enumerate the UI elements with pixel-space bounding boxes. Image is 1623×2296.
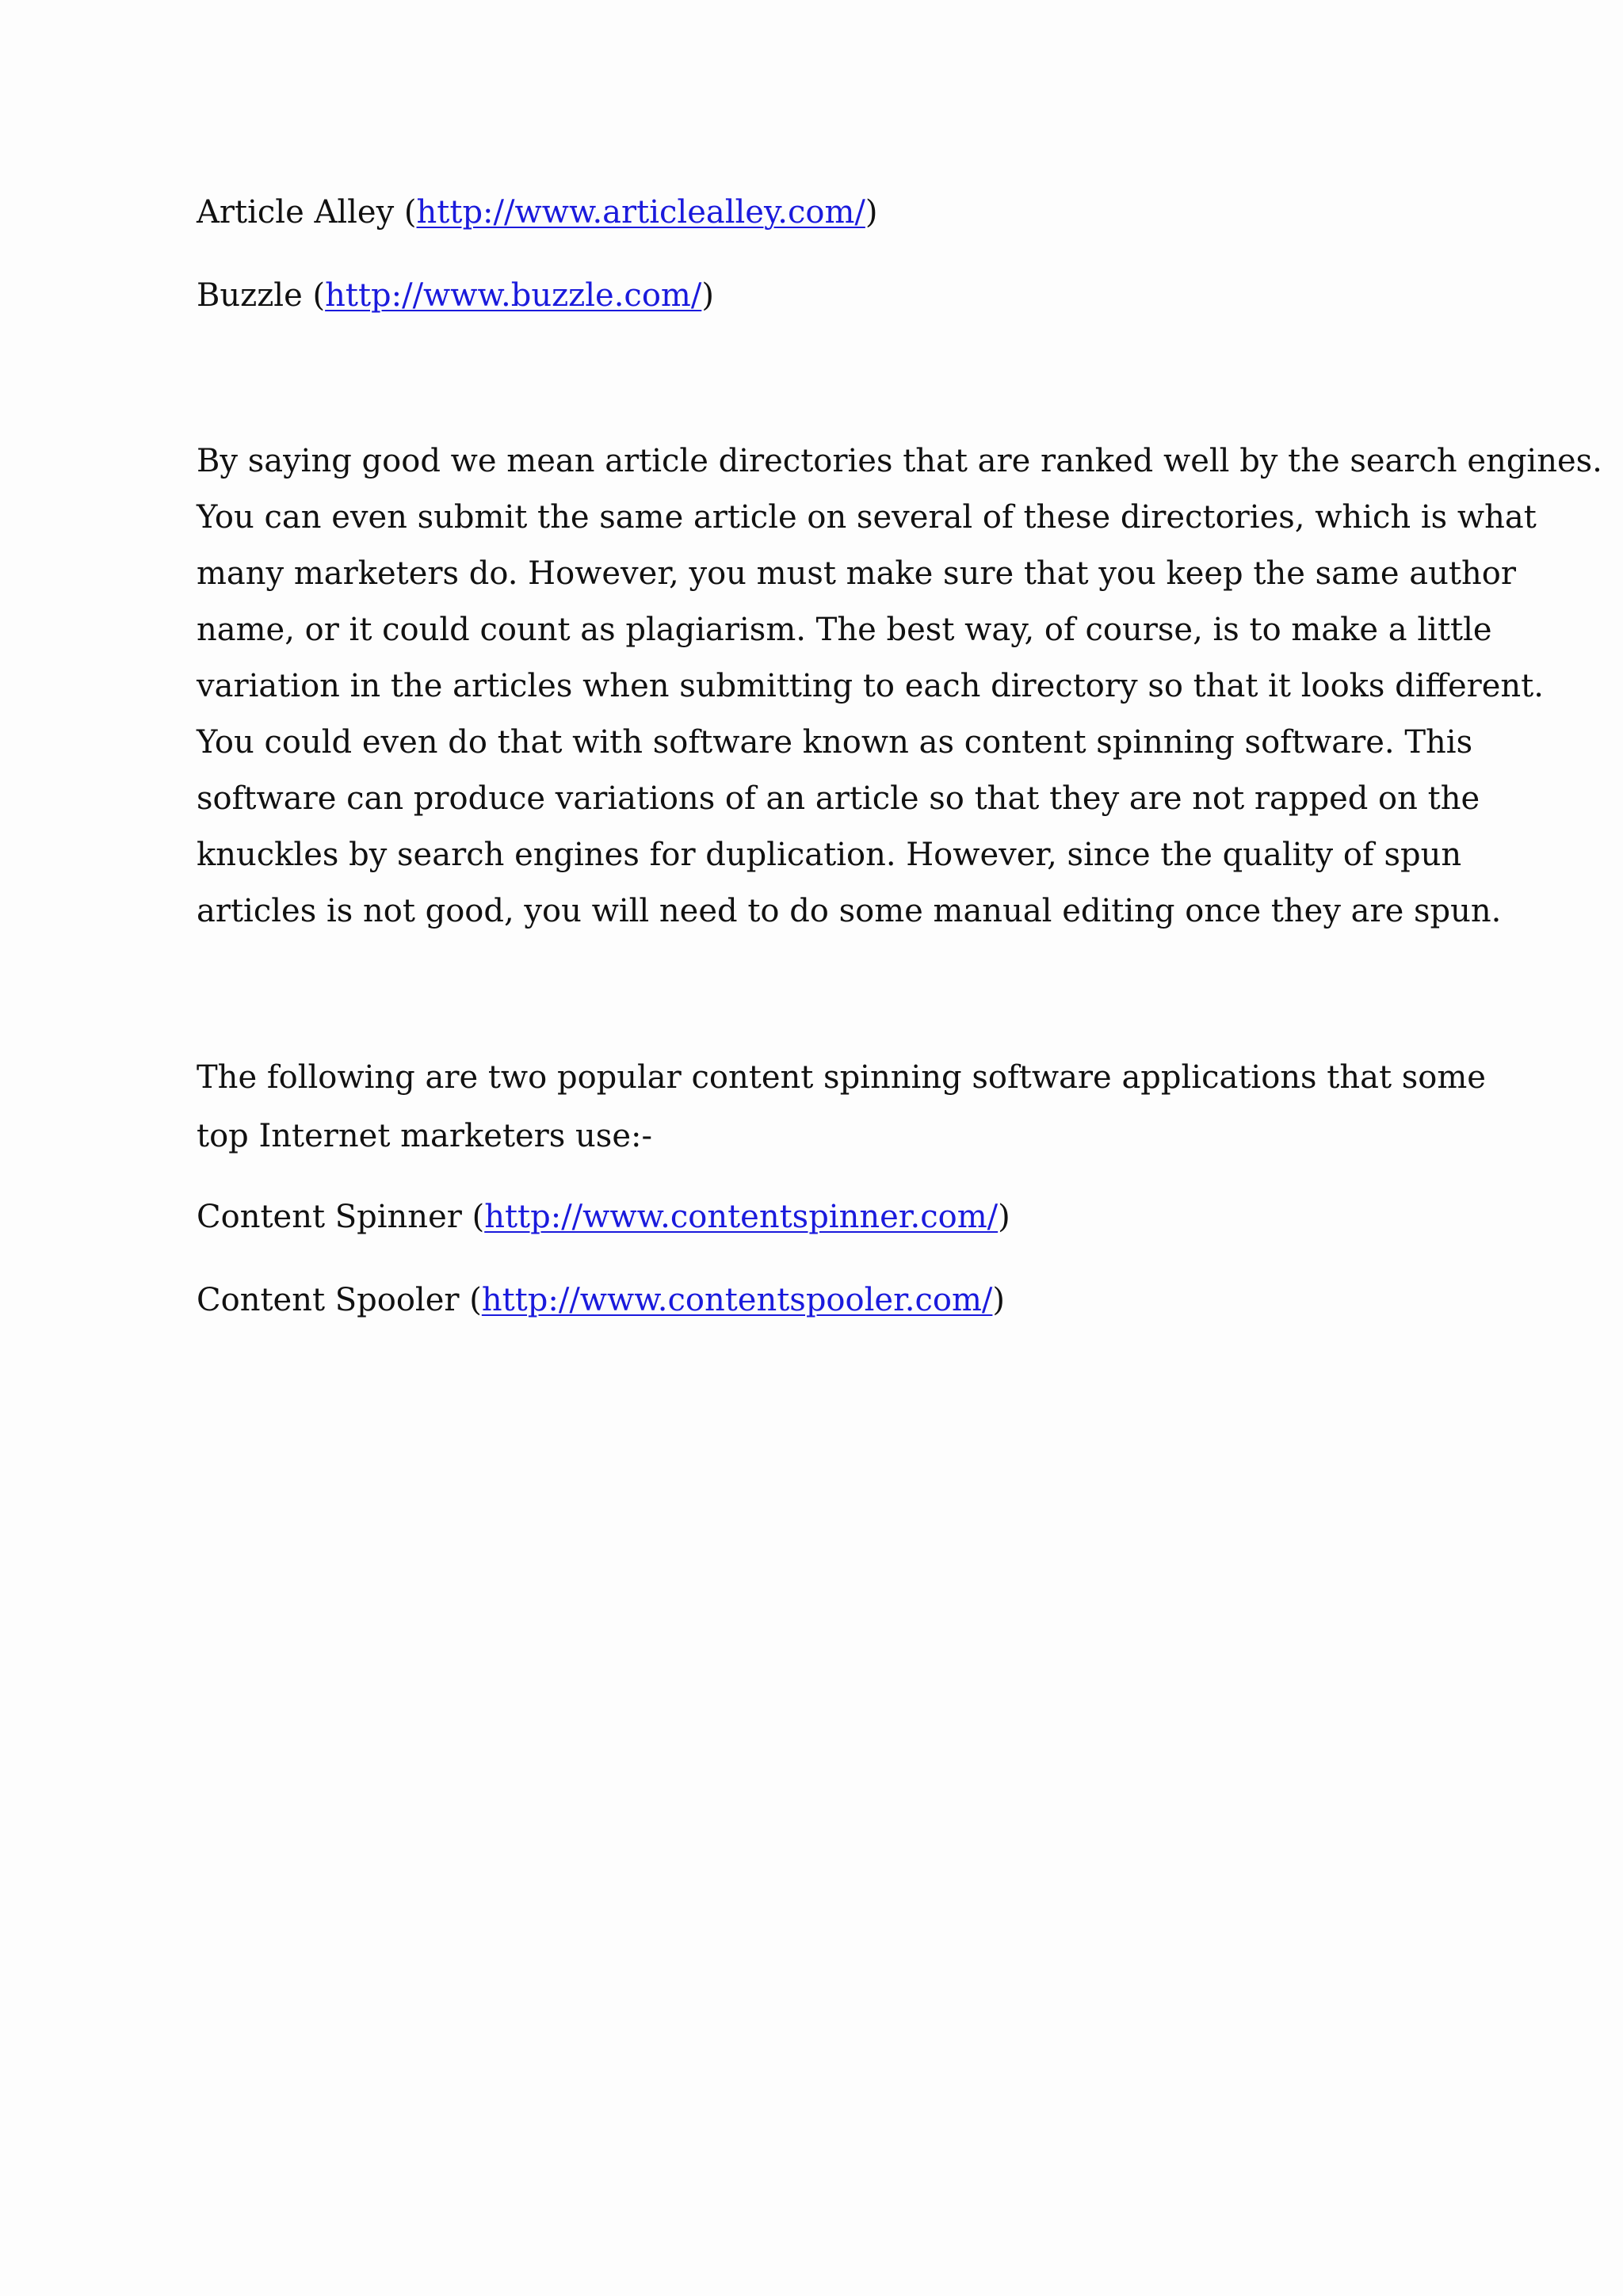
paragraph-line: You could even do that with software known as content spinning software. This: [197, 724, 1473, 761]
directory-line-buzzle: Buzzle (http://www.buzzle.com/): [197, 277, 714, 314]
buzzle-link[interactable]: http://www.buzzle.com/: [325, 277, 702, 314]
body-paragraph-directories: [197, 433, 1602, 940]
content-spooler-link[interactable]: http://www.contentspooler.com/: [481, 1282, 993, 1318]
paragraph-line: software can produce variations of an article so that they are not rapped on the: [197, 780, 1480, 817]
software-line-content-spooler: Content Spooler (http://www.contentspooler.com/): [197, 1282, 1006, 1318]
paragraph-line: name, or it could count as plagiarism. The best way, of course, is to make a little: [197, 612, 1492, 648]
paragraph-line: variation in the articles when submitting to each directory so that it looks different.: [197, 668, 1544, 704]
paragraph-line: By saying good we mean article directories that are ranked well by the search engines.: [197, 443, 1602, 479]
directory-line-article-alley: Article Alley (http://www.articlealley.com/): [197, 194, 878, 231]
paragraph-line: knuckles by search engines for duplication. However, since the quality of spun: [197, 837, 1462, 873]
article-alley-link[interactable]: http://www.articlealley.com/: [416, 194, 865, 231]
body-paragraph-software-intro: [197, 1048, 1486, 1165]
paragraph-line: You can even submit the same article on several of these directories, which is what: [197, 499, 1537, 536]
paragraph-line: many marketers do. However, you must make sure that you keep the same author: [197, 555, 1516, 592]
paragraph-line: articles is not good, you will need to do some manual editing once they are spun.: [197, 893, 1502, 929]
directory-name: Article Alley: [197, 194, 395, 231]
software-line-content-spinner: Content Spinner (http://www.contentspinner.com/): [197, 1199, 1010, 1235]
software-name: Content Spooler: [197, 1282, 460, 1318]
paragraph-line: top Internet marketers use:-: [197, 1118, 652, 1154]
software-name: Content Spinner: [197, 1199, 462, 1235]
content-spinner-link[interactable]: http://www.contentspinner.com/: [484, 1199, 999, 1235]
paragraph-line: The following are two popular content spinning software applications that some: [197, 1059, 1486, 1096]
directory-name: Buzzle: [197, 277, 303, 314]
